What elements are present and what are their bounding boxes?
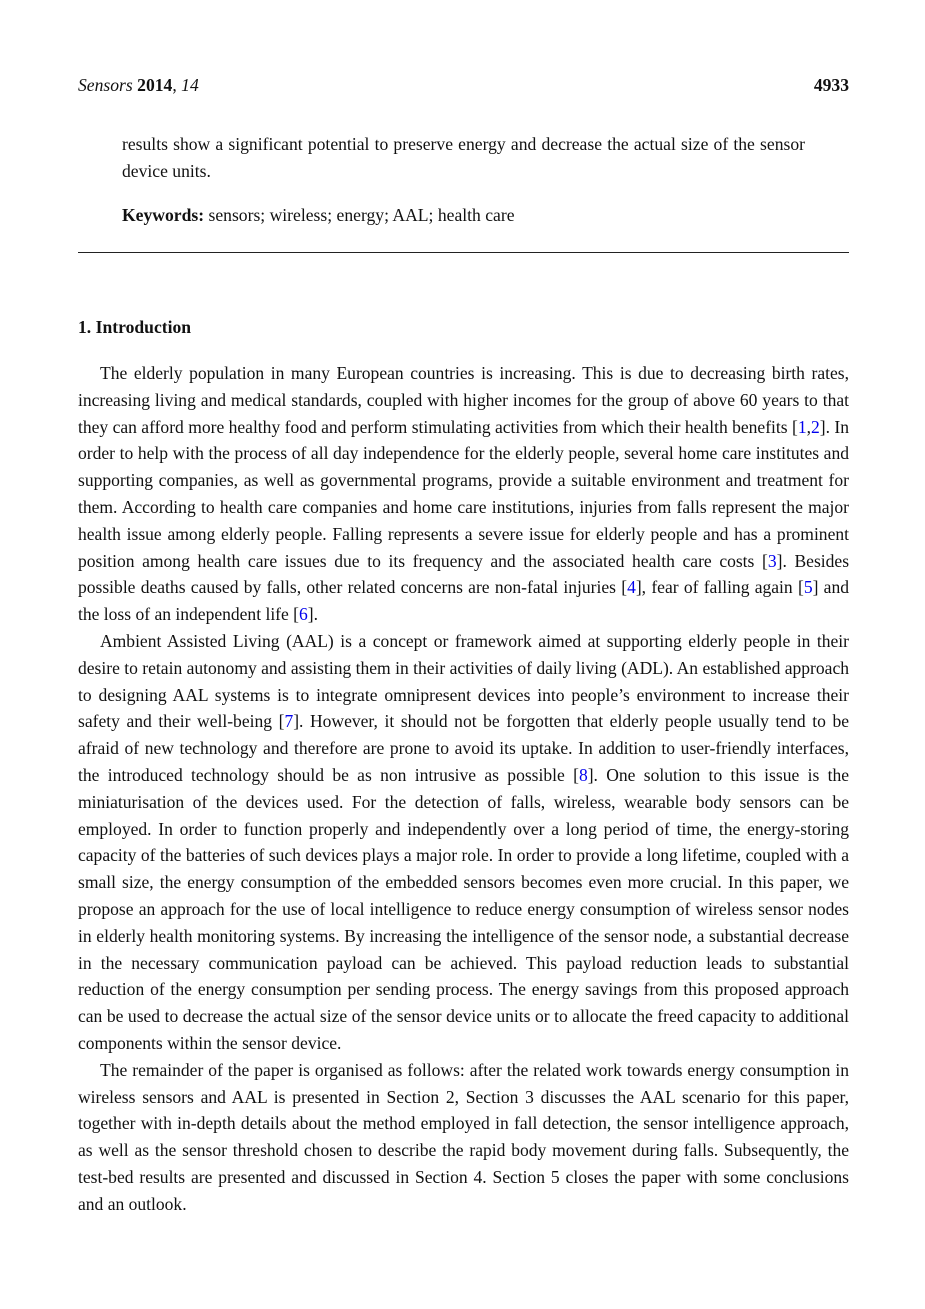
- paragraph: [78, 360, 849, 628]
- paragraph-text: ].: [307, 604, 319, 625]
- divider: [78, 252, 849, 253]
- citation-link[interactable]: 7: [284, 711, 294, 732]
- paragraph-text: ]. Besides possible deaths caused by falls, other related concerns are non-fatal injuries [: [78, 550, 850, 598]
- citation-link[interactable]: 5: [803, 577, 813, 598]
- page-number: 4933: [813, 75, 849, 95]
- running-header: Sensors 2014, 14 4933: [78, 75, 849, 95]
- paragraph-text: ]. In order to help with the process of all day independence for the elderly people, several home care institutes and supporting companies, as well as governmental programs, provide a suitable environment and treatment for them. According to health care companies and home care institutions, injuries from falls represent the major health issue among elderly people. Falling represents a severe issue for elderly people and has a prominent position among health care issues due to its frequency and the associated health care costs [: [78, 416, 849, 571]
- journal-year: 2014: [137, 75, 173, 95]
- citation-link[interactable]: 6: [299, 604, 308, 625]
- section-body: [78, 360, 849, 1218]
- paragraph-text: ]. However, it should not be forgotten that elderly people usually tend to be afraid of new technology and therefore are prone to avoid its uptake. In addition to user-friendly interfaces, the introduced technology should be as non intrusive as possible [: [78, 711, 849, 785]
- paragraph-text: Ambient Assisted Living (AAL) is a concept or framework aimed at supporting elderly people in their desire to retain autonomy and assisting them in their activities of daily living (ADL). An established approach to designing AAL systems is to integrate omnipresent devices into people’s environment to increase their safety and their well-being [: [78, 630, 849, 732]
- citation-link[interactable]: 1: [797, 416, 807, 437]
- keywords-value: sensors; wireless; energy; AAL; health care: [208, 205, 515, 225]
- paragraph-text: ]. One solution to this issue is the miniaturisation of the devices used. For the detection of falls, wireless, wearable body sensors can be employed. In order to function properly and independently over a long period of time, the energy-storing capacity of the batteries of such devices plays a major role. In order to provide a long lifetime, coupled with a small size, the energy consumption of the embedded sensors becomes even more crucial. In this paper, we propose an approach for the use of local intelligence to reduce energy consumption of wireless sensor nodes in elderly health monitoring systems. By increasing the intelligence of the sensor node, a substantial decrease in the necessary communication payload can be achieved. This payload reduction leads to substantial reduction of the energy consumption per sending process. The energy savings from this proposed approach can be used to decrease the actual size of the sensor device units or to allocate the freed capacity to additional components within the sensor device.: [78, 764, 849, 1053]
- paragraph-text: ] and the loss of an independent life [: [78, 577, 849, 625]
- paragraph-text: The remainder of the paper is organised as follows: after the related work towards energy consumption in wireless sensors and AAL is presented in Section 2, Section 3 discusses the AAL scenario for this paper, together with in-depth details about the method employed in fall detection, the sensor intelligence approach, as well as the sensor threshold chosen to describe the rapid body movement during falls. Subsequently, the test-bed results are presented and discussed in Section 4. Section 5 closes the paper with some conclusions and an outlook.: [78, 1059, 849, 1214]
- paragraph: [78, 1057, 849, 1218]
- paragraph-text: The elderly population in many European countries is increasing. This is due to decreasing birth rates, increasing living and medical standards, coupled with higher incomes for the group of above 60 years to that they can afford more healthy food and perform stimulating activities from which their health benefits [: [78, 363, 849, 437]
- paragraph-text: ], fear of falling again [: [635, 577, 804, 598]
- journal-volume: 14: [181, 75, 199, 95]
- keywords-label: Keywords:: [122, 205, 205, 225]
- citation-link[interactable]: 4: [627, 577, 636, 598]
- citation-link[interactable]: 3: [767, 550, 777, 571]
- paragraph-text: ,: [806, 416, 811, 437]
- keywords: [122, 202, 515, 229]
- citation-link[interactable]: 2: [811, 416, 820, 437]
- section-heading: 1. Introduction: [78, 317, 192, 337]
- paragraph: [78, 628, 849, 1057]
- abstract-tail: results show a significant potential to preserve energy and decrease the actual size of the sensor device units.: [122, 134, 805, 181]
- journal-name: Sensors: [78, 75, 133, 95]
- citation-link[interactable]: 8: [578, 764, 588, 785]
